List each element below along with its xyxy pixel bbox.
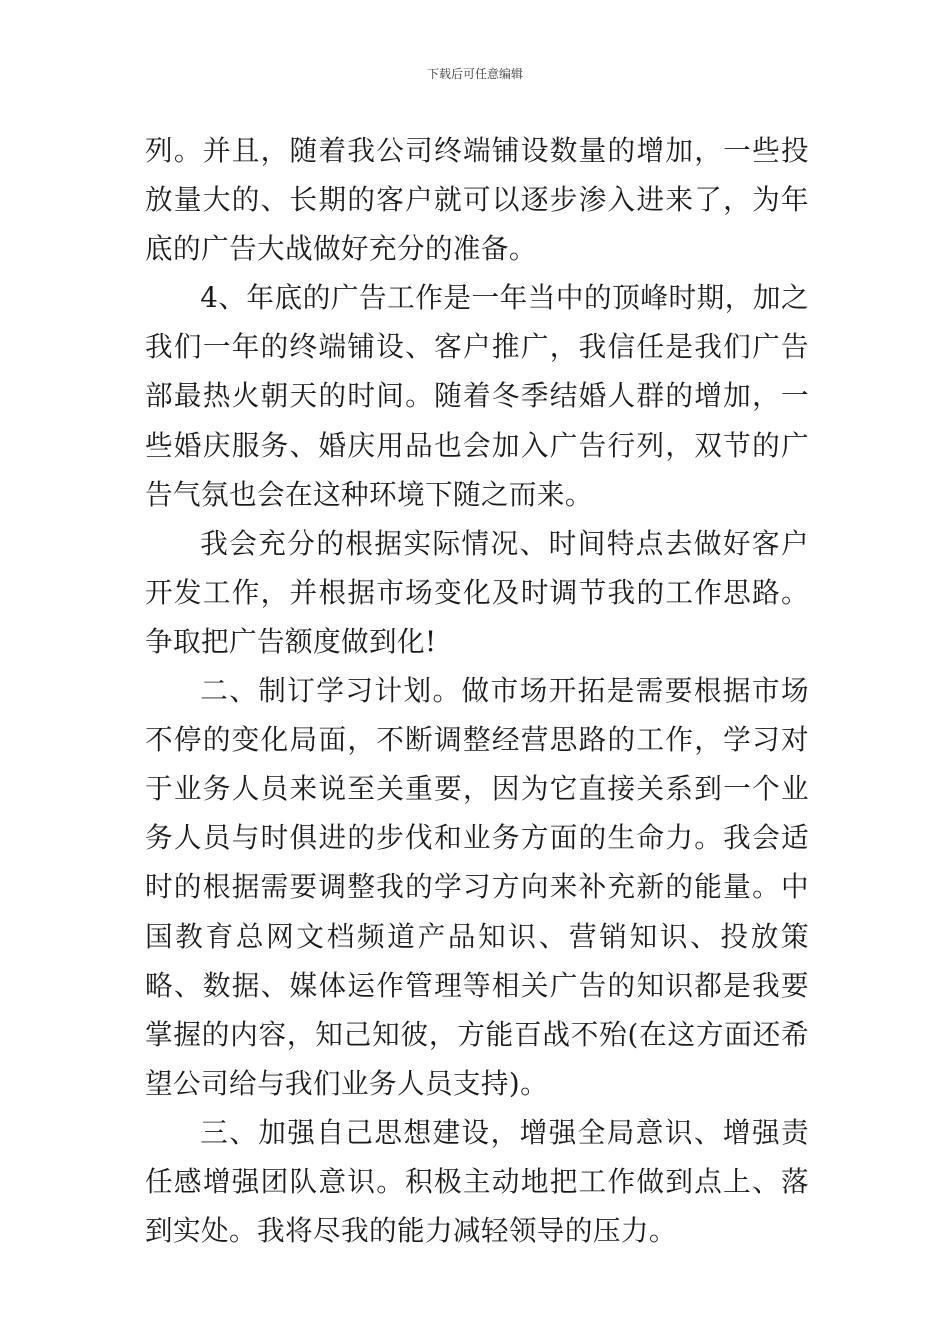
paragraph-year-end-advertising: 4、年底的广告工作是一年当中的顶峰时期，加之我们一年的终端铺设、客户推广，我信任是我们广告部最热火朝天的时间。随着冬季结婚人群的增加，一些婚庆服务、婚庆用品也会加入广告行列，双节的广告气氛也会在这种环境下随之而来。: [145, 281, 809, 511]
paragraph-ideological-building: 三、加强自己思想建设，增强全局意识、增强责任感增强团队意识。积极主动地把工作做到点上、落到实处。我将尽我的能力减轻领导的压力。: [145, 1115, 809, 1248]
paragraph-continuation: 列。并且，随着我公司终端铺设数量的增加，一些投放量大的、长期的客户就可以逐步渗入进来了，为年底的广告大战做好充分的准备。: [145, 134, 809, 266]
paragraph-study-plan: 二、制订学习计划。做市场开拓是需要根据市场不停的变化局面，不断调整经营思路的工作，学习对于业务人员来说至关重要，因为它直接关系到一个业务人员与时俱进的步伐和业务方面的生命力。我会适时的根据需要调整我的学习方向来补充新的能量。中国教育总网文档频道产品知识、营销知识、投放策略、数据、媒体运作管理等相关广告的知识都是我要掌握的内容，知己知彼，方能百战不殆(在这方面还希望公司给与我们业务人员支持)。: [145, 674, 809, 1100]
paragraph-client-development: 我会充分的根据实际情况、时间特点去做好客户开发工作，并根据市场变化及时调节我的工作思路。争取把广告额度做到化!: [145, 526, 809, 658]
document-body: [145, 126, 809, 1255]
page-header: 下载后可任意编辑: [426, 67, 523, 81]
